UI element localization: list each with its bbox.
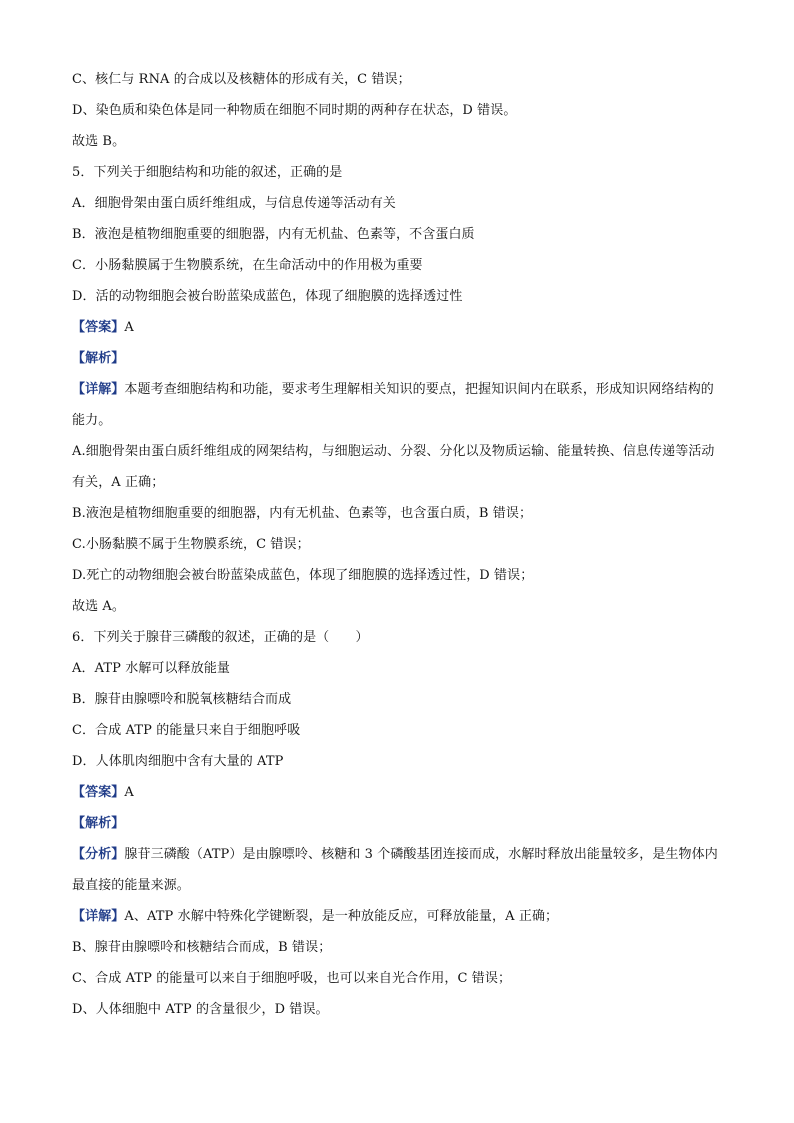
q5-choose: 故选 A。 (72, 599, 126, 614)
q4-choose: 故选 B。 (72, 134, 126, 149)
q6-analysis-label: 【解析】 (72, 816, 125, 831)
q6-option-d: D．人体肌肉细胞中含有大量的 ATP (72, 754, 284, 769)
q6-fenxi-text: 腺苷三磷酸（ATP）是由腺嘌呤、核糖和 3 个磷酸基团连接而成，水解时释放出能量较多，是生物体内最直接的能量来源。 (72, 847, 718, 893)
q5-detail-label: 【详解】 (72, 382, 125, 397)
q5-detail (72, 374, 722, 436)
q5-explanation-b: B.液泡是植物细胞重要的细胞器，内有无机盐、色素等，也含蛋白质，B 错误； (72, 506, 533, 521)
q5-analysis-label: 【解析】 (72, 351, 125, 366)
q6-detail-label: 【详解】 (72, 909, 125, 924)
q5-option-c: C．小肠黏膜属于生物膜系统，在生命活动中的作用极为重要 (72, 258, 423, 273)
q6-fenxi-label: 【分析】 (72, 847, 125, 862)
document-content (72, 64, 722, 1025)
q6-explanation-c: C、合成 ATP 的能量可以来自于细胞呼吸，也可以来自光合作用，C 错误； (72, 971, 512, 986)
q6-explanation-d: D、人体细胞中 ATP 的含量很少，D 错误。 (72, 1002, 329, 1017)
q6-stem: 6．下列关于腺苷三磷酸的叙述，正确的是（ ） (72, 630, 369, 645)
q4-option-d-explanation: D、染色质和染色体是同一种物质在细胞不同时期的两种存在状态，D 错误。 (72, 103, 517, 118)
q6-analysis (72, 808, 722, 839)
q5-answer-value: A (124, 320, 134, 335)
q6-explanation-b: B、腺苷由腺嘌呤和核糖结合而成，B 错误； (72, 940, 332, 955)
q6-detail-text: A、ATP 水解中特殊化学键断裂，是一种放能反应，可释放能量，A 正确； (124, 909, 559, 924)
q6-option-a: A．ATP 水解可以释放能量 (72, 661, 231, 676)
q6-answer-label: 【答案】 (72, 785, 125, 800)
q5-option-d: D．活的动物细胞会被台盼蓝染成蓝色，体现了细胞膜的选择透过性 (72, 289, 463, 304)
q5-analysis (72, 343, 722, 374)
q6-answer (72, 777, 722, 808)
q6-detail (72, 901, 722, 932)
q5-stem: 5．下列关于细胞结构和功能的叙述，正确的是 (72, 165, 343, 180)
q4-option-c-explanation: C、核仁与 RNA 的合成以及核糖体的形成有关，C 错误； (72, 72, 411, 87)
q5-detail-text: 本题考查细胞结构和功能，要求考生理解相关知识的要点，把握知识间内在联系，形成知识网络结构的能力。 (72, 382, 714, 428)
q6-option-b: B．腺苷由腺嘌呤和脱氧核糖结合而成 (72, 692, 292, 707)
q6-fenxi (72, 839, 722, 901)
q5-explanation-d: D.死亡的动物细胞会被台盼蓝染成蓝色，体现了细胞膜的选择透过性，D 错误； (72, 568, 534, 583)
q5-option-a: A．细胞骨架由蛋白质纤维组成，与信息传递等活动有关 (72, 196, 396, 211)
q5-answer-label: 【答案】 (72, 320, 125, 335)
q6-answer-value: A (124, 785, 134, 800)
q5-explanation-a: A.细胞骨架由蛋白质纤维组成的网架结构，与细胞运动、分裂、分化以及物质运输、能量转换、信息传递等活动有关，A 正确； (72, 444, 715, 490)
q5-option-b: B．液泡是植物细胞重要的细胞器，内有无机盐、色素等，不含蛋白质 (72, 227, 475, 242)
q5-answer (72, 312, 722, 343)
q5-explanation-c: C.小肠黏膜不属于生物膜系统，C 错误； (72, 537, 310, 552)
q6-option-c: C．合成 ATP 的能量只来自于细胞呼吸 (72, 723, 301, 738)
